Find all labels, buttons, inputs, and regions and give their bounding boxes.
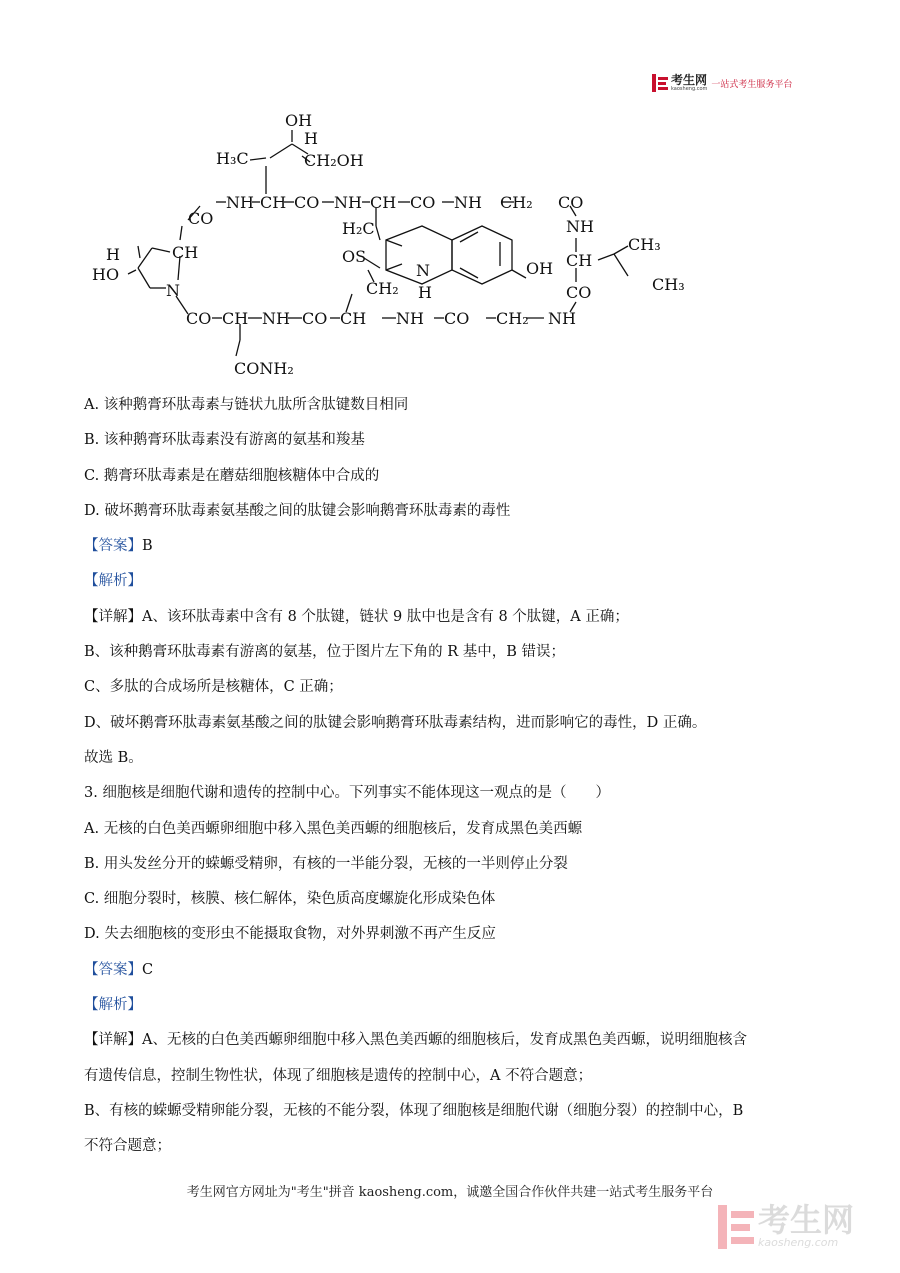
kaosheng-watermark-icon: [718, 1205, 754, 1249]
q3-analysis-tag: 解析: [98, 997, 128, 1014]
q2-detail-c: C、多肽的合成场所是核糖体，C 正确；: [84, 679, 343, 696]
label-h-indole: H: [418, 283, 432, 302]
q2-option-a: A. 该种鹅膏环肽毒素与链状九肽所含肽键数目相同: [84, 397, 409, 413]
label-r1-ch2: CH: [370, 193, 397, 212]
q3-option-d: D. 失去细胞核的变形虫不能摄取食物，对外界刺激不再产生反应: [84, 926, 496, 943]
label-b-nh2: NH: [396, 309, 424, 328]
label-conh2: CONH₂: [234, 359, 294, 378]
label-ch3-b: CH₃: [652, 275, 685, 294]
header-logo: [652, 74, 792, 92]
label-n-indole: N: [416, 261, 430, 280]
label-h2c: H₂C: [342, 219, 375, 238]
kaosheng-logo-icon: [652, 74, 668, 92]
q2-detail-a-text: A、该环肽毒素中含有 8 个肽键，链状 9 肽中也是含有 8 个肽键，A 正确；: [142, 608, 629, 625]
q2-option-c: C. 鹅膏环肽毒素是在蘑菇细胞核糖体中合成的: [84, 467, 380, 484]
logo-name: 考生网: [671, 73, 708, 87]
q2-detail-tag: 详解: [98, 608, 128, 625]
q2-option-b: B. 该种鹅膏环肽毒素没有游离的氨基和羧基: [84, 432, 365, 449]
label-h3c: H₃C: [216, 149, 249, 168]
q3-detail-b2: 不符合题意；: [84, 1138, 171, 1155]
q2-detail-a: 【详解】A、该环肽毒素中含有 8 个肽键，链状 9 肽中也是含有 8 个肽键，A 正确；: [84, 608, 629, 625]
label-ch2-s: CH₂: [366, 279, 399, 298]
q2-analysis-tag: 解析: [98, 573, 128, 590]
label-b-ch1: CH: [222, 309, 249, 328]
q2-detail-d: D、破坏鹅膏环肽毒素氨基酸之间的肽键会影响鹅膏环肽毒素结构，进而影响它的毒性，D 正确。: [84, 714, 707, 731]
q3-answer-value: C: [142, 961, 154, 978]
label-ho-pro: HO: [92, 265, 120, 284]
label-r1-ch2b: CH₂: [500, 193, 533, 212]
q3-detail-b1: B、有核的蝾螈受精卵能分裂，无核的不能分裂，体现了细胞核是细胞代谢（细胞分裂）的控制中心，B: [84, 1102, 744, 1119]
label-h-top: H: [304, 129, 318, 148]
label-ch2oh: CH₂OH: [304, 151, 364, 170]
label-b-co2: CO: [302, 309, 328, 328]
watermark-url: kaosheng.com: [758, 1236, 839, 1249]
q3-detail-a2: 有遗传信息，控制生物性状，体现了细胞核是遗传的控制中心，A 不符合题意；: [84, 1067, 593, 1084]
cyclic-peptide-structure: [80, 108, 720, 383]
label-r1-co2: CO: [294, 193, 320, 212]
q3-option-b: B. 用头发丝分开的蝾螈受精卵，有核的一半能分裂，无核的一半则停止分裂: [84, 855, 568, 872]
label-r1-nh2: NH: [334, 193, 362, 212]
q3-detail-a1: 【详解】A、无核的白色美西螈卵细胞中移入黑色美西螈的细胞核后，发育成黑色美西螈，说明细胞核含: [84, 1032, 747, 1049]
label-r1-nh3: NH: [454, 193, 482, 212]
label-ch-pro: CH: [172, 243, 199, 262]
q3-answer-tag: 答案: [98, 961, 128, 978]
q2-option-d: D. 破坏鹅膏环肽毒素氨基酸之间的肽键会影响鹅膏环肽毒素的毒性: [84, 502, 511, 519]
label-ch-right: CH: [566, 251, 593, 270]
label-b-nh1: NH: [262, 309, 290, 328]
document-body: [84, 388, 814, 1165]
label-co-right: CO: [566, 283, 592, 302]
q2-answer-tag: 答案: [98, 538, 128, 555]
label-r1-ch1: CH: [260, 193, 287, 212]
kaosheng-watermark: [718, 1201, 855, 1249]
q3-option-c: C. 细胞分裂时，核膜、核仁解体，染色质高度螺旋化形成染色体: [84, 891, 496, 908]
logo-slogan: 一站式考生服务平台: [711, 79, 793, 90]
watermark-name: 考生网: [758, 1201, 855, 1239]
label-b-co3: CO: [444, 309, 470, 328]
label-nh-right: NH: [566, 217, 594, 236]
label-b-nh3: NH: [548, 309, 576, 328]
q2-analysis: 【解析】: [84, 573, 142, 590]
label-r1-co: CO: [188, 209, 214, 228]
label-ch3-a: CH₃: [628, 235, 661, 254]
q3-detail-tag: 详解: [98, 1032, 128, 1049]
q3-answer: 【答案】C: [84, 961, 154, 978]
label-oh-indole: OH: [526, 259, 554, 278]
label-r1-co3: CO: [410, 193, 436, 212]
label-r1-nh1: NH: [226, 193, 254, 212]
page-footer: 考生网官方网址为"考生"拼音 kaosheng.com，诚邀全国合作伙伴共建一站式考生服务平台: [186, 1185, 714, 1200]
q2-detail-b: B、该种鹅膏环肽毒素有游离的氨基，位于图片左下角的 R 基中，B 错误；: [84, 644, 566, 661]
q3-option-a: A. 无核的白色美西螈卵细胞中移入黑色美西螈的细胞核后，发育成黑色美西螈: [84, 820, 583, 837]
q3-stem: 3. 细胞核是细胞代谢和遗传的控制中心。下列事实不能体现这一观点的是（ ）: [84, 785, 610, 802]
label-b-ch2b: CH₂: [496, 309, 529, 328]
q3-analysis: 【解析】: [84, 997, 142, 1014]
label-n-pro: N: [166, 281, 180, 300]
q3-detail-a1-text: A、无核的白色美西螈卵细胞中移入黑色美西螈的细胞核后，发育成黑色美西螈，说明细胞核含: [142, 1032, 747, 1049]
q2-conclusion: 故选 B。: [84, 749, 143, 766]
label-h-pro: H: [106, 245, 120, 264]
label-oh-top: OH: [285, 111, 313, 130]
q2-answer-value: B: [142, 538, 153, 555]
label-r1-co4: CO: [558, 193, 584, 212]
label-b-co1: CO: [186, 309, 212, 328]
label-b-ch2: CH: [340, 309, 367, 328]
logo-url: kaosheng.com: [671, 86, 708, 92]
label-os: OS: [342, 247, 367, 266]
q2-answer: 【答案】B: [84, 538, 153, 555]
